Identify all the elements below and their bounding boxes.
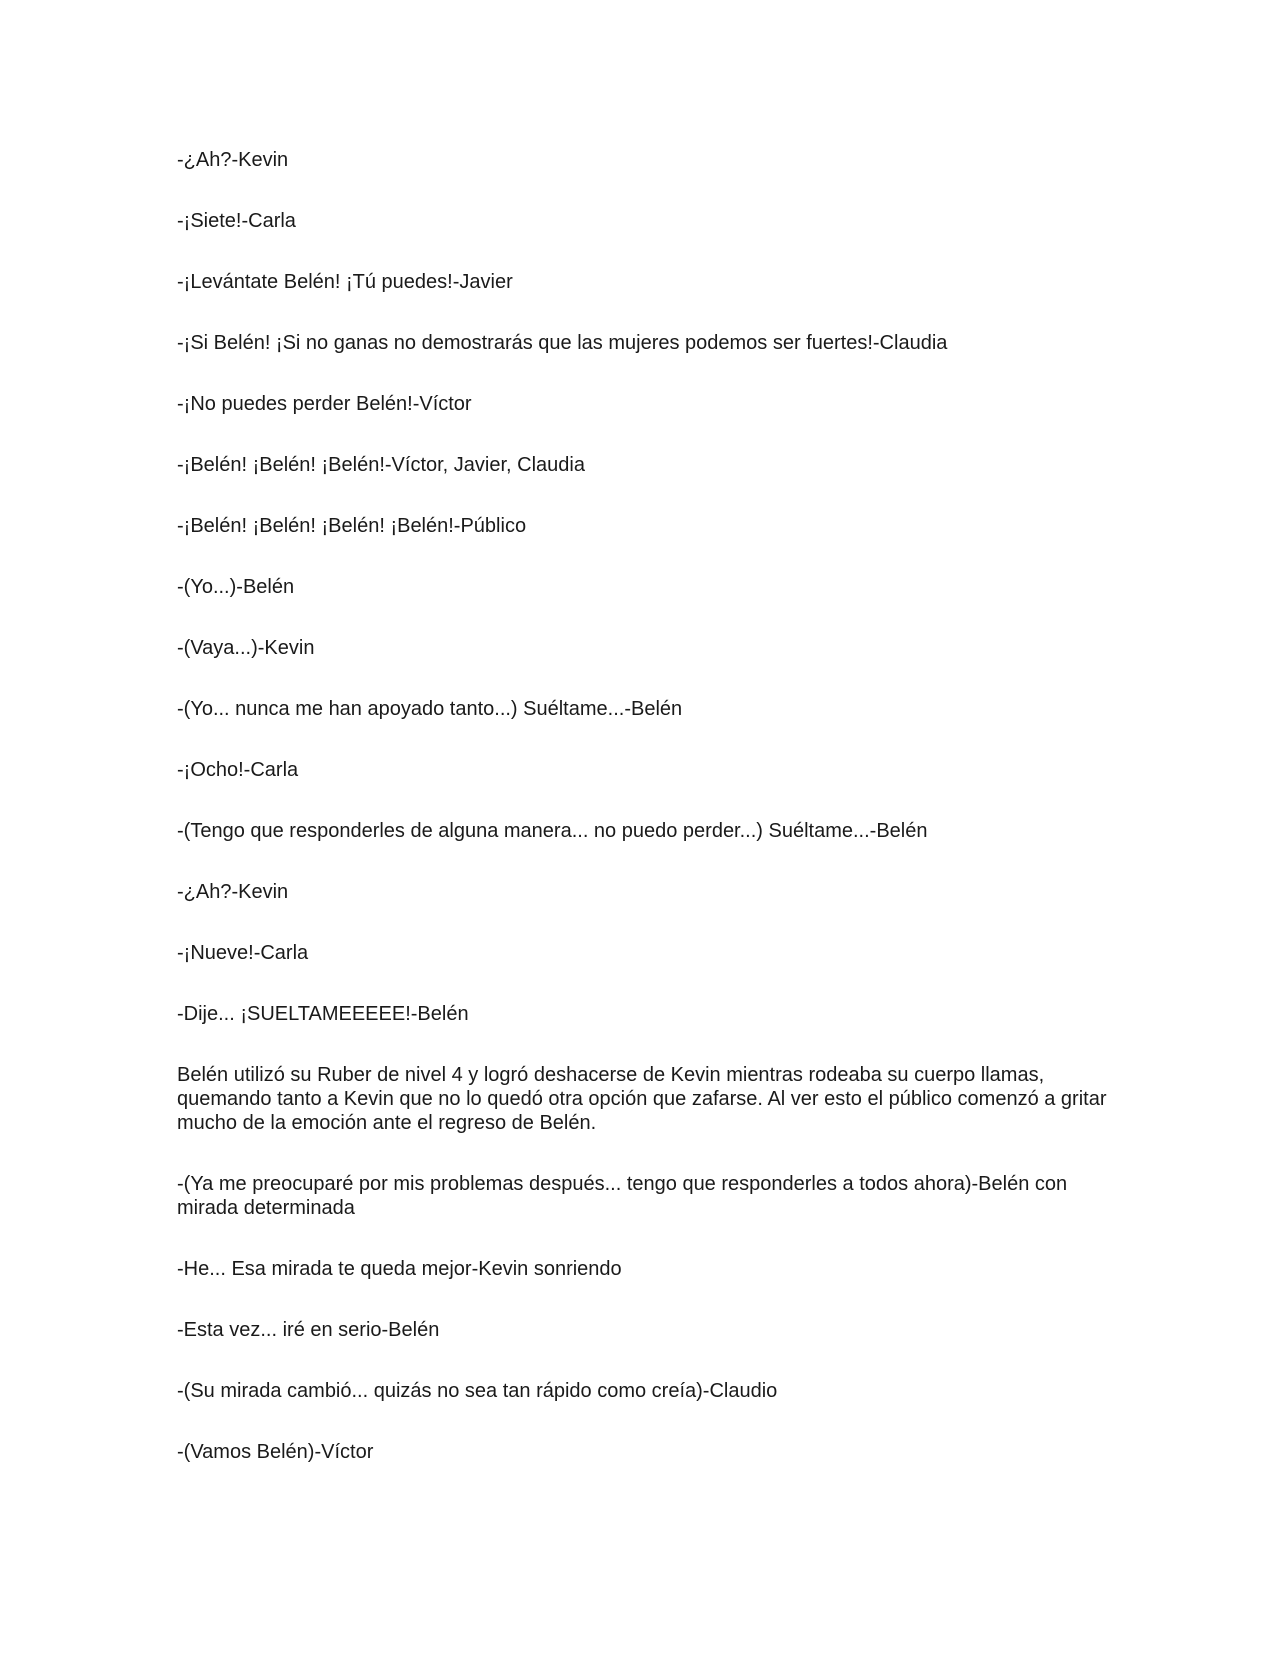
narration-paragraph: Belén utilizó su Ruber de nivel 4 y logró deshacerse de Kevin mientras rodeaba su cuerpo llamas, quemando tanto a Kevin que no lo quedó otra opción que zafarse. Al ver esto el público comenzó a gritar mucho de la emoción ante el regreso de Belén. xyxy=(177,1064,1107,1134)
dialogue-line: -(Tengo que responderles de alguna manera... no puedo perder...) Suéltame...-Belén xyxy=(177,820,928,842)
dialogue-line: -¿Ah?-Kevin xyxy=(177,881,289,903)
dialogue-line: -¿Ah?-Kevin xyxy=(177,149,289,171)
dialogue-line: -Esta vez... iré en serio-Belén xyxy=(177,1319,440,1341)
dialogue-line: -¡Levántate Belén! ¡Tú puedes!-Javier xyxy=(177,271,513,293)
dialogue-line: -Dije... ¡SUELTAMEEEEE!-Belén xyxy=(177,1003,469,1025)
dialogue-line: -¡Belén! ¡Belén! ¡Belén!-Víctor, Javier, Claudia xyxy=(177,454,585,476)
dialogue-line: -¡Nueve!-Carla xyxy=(177,942,309,964)
dialogue-line: -(Vamos Belén)-Víctor xyxy=(177,1441,374,1463)
dialogue-line: -(Yo...)-Belén xyxy=(177,576,295,598)
dialogue-line: -(Vaya...)-Kevin xyxy=(177,637,315,659)
dialogue-line: -¡Ocho!-Carla xyxy=(177,759,299,781)
dialogue-line: -¡Siete!-Carla xyxy=(177,210,296,232)
dialogue-line: -¡No puedes perder Belén!-Víctor xyxy=(177,393,472,415)
dialogue-line: -He... Esa mirada te queda mejor-Kevin sonriendo xyxy=(177,1258,622,1280)
document-body xyxy=(177,148,1107,1501)
dialogue-line: -(Su mirada cambió... quizás no sea tan rápido como creía)-Claudio xyxy=(177,1380,778,1402)
dialogue-line: -¡Si Belén! ¡Si no ganas no demostrarás que las mujeres podemos ser fuertes!-Claudia xyxy=(177,332,948,354)
dialogue-line: -¡Belén! ¡Belén! ¡Belén! ¡Belén!-Público xyxy=(177,515,527,537)
dialogue-line: -(Ya me preocuparé por mis problemas después... tengo que responderles a todos ahora)-Belén con mirada determinada xyxy=(177,1173,1068,1219)
dialogue-line: -(Yo... nunca me han apoyado tanto...) Suéltame...-Belén xyxy=(177,698,683,720)
